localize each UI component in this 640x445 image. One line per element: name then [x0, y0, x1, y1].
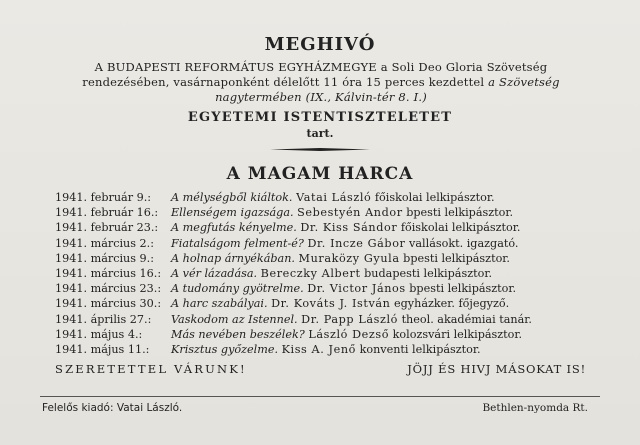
schedule-speaker: Dr. Kováts J. István [271, 297, 391, 311]
publisher-note: Felelős kiadó: Vatai László. [42, 402, 183, 414]
schedule-list [55, 190, 595, 357]
footer-divider [40, 396, 600, 397]
schedule-row [55, 342, 595, 357]
schedule-topic: Krisztus győzelme. [171, 342, 279, 356]
series-title: A MAGAM HARCA [226, 164, 414, 184]
schedule-row [55, 281, 595, 296]
schedule-topic: A holnap árnyékában. [171, 251, 295, 265]
schedule-date: 1941. március 9.: [55, 251, 154, 265]
schedule-role: bpesti lelkipásztor. [409, 282, 517, 296]
intro-paragraph [58, 60, 584, 105]
schedule-row [55, 205, 595, 220]
schedule-topic: A harc szabályai. [171, 297, 268, 311]
schedule-row [55, 236, 595, 251]
schedule-topic: A megfutás kényelme. [171, 221, 297, 235]
schedule-role: konventi lelkipásztor. [359, 342, 481, 356]
schedule-speaker: Bereczky Albert [260, 266, 361, 280]
schedule-role: bpesti lelkipásztor. [403, 251, 510, 265]
schedule-date: 1941. április 27.: [55, 312, 152, 326]
schedule-speaker: Dr. Incze Gábor [307, 236, 406, 250]
schedule-role: főiskolai lelkipásztor. [400, 221, 521, 235]
ornamental-divider [270, 148, 370, 151]
schedule-speaker: Muraközy Gyula [298, 251, 400, 265]
schedule-topic: Ellenségem igazsága. [171, 206, 294, 220]
schedule-speaker: Dr. Papp László [301, 312, 398, 326]
closing-call: JÖJJ ÉS HIVJ MÁSOKAT IS! [407, 362, 586, 376]
intro-location: a Szövetség nagytermében (IX., Kálvin-tér 8. I.) [215, 75, 560, 104]
schedule-topic: Más nevében beszélek? [171, 327, 305, 341]
schedule-role: kolozsvári lelkipásztor. [392, 327, 523, 341]
schedule-topic: Vaskodom az Istennel. [171, 312, 298, 326]
schedule-topic: A tudomány gyötrelme. [171, 282, 304, 296]
schedule-role: bpesti lelkipásztor. [406, 206, 514, 220]
schedule-date: 1941. február 16.: [55, 206, 159, 220]
schedule-role: főiskolai lelkipásztor. [374, 191, 495, 204]
schedule-speaker: László Dezső [308, 327, 390, 341]
schedule-row [55, 266, 595, 281]
event-title: EGYETEMI ISTENTISZTELETET [187, 110, 453, 125]
schedule-date: 1941. február 23.: [55, 221, 159, 235]
schedule-date: 1941. február 9.: [55, 191, 152, 204]
schedule-speaker: Dr. Victor János [307, 282, 406, 296]
schedule-date: 1941. március 30.: [55, 297, 162, 311]
schedule-row [55, 327, 595, 342]
schedule-role: theol. akadémiai tanár. [401, 312, 532, 326]
schedule-role: egyházker. főjegyző. [394, 297, 510, 311]
schedule-speaker: Vatai László [296, 191, 372, 204]
schedule-role: vallásokt. igazgató. [409, 236, 519, 250]
schedule-topic: A vér lázadása. [171, 266, 258, 280]
schedule-speaker: Sebestyén Andor [297, 206, 403, 220]
schedule-date: 1941. március 23.: [55, 282, 162, 296]
intro-text: A BUDAPESTI REFORMÁTUS EGYHÁZMEGYE a Soli Deo Gloria Szövetség rendezésében, vasárnaponként délelőtt 11 óra 15 perces kezdettel [82, 60, 548, 89]
closing-greeting: SZERETETTEL VÁRUNK! [55, 362, 247, 376]
printer-note: Bethlen-nyomda Rt. [482, 402, 588, 414]
schedule-row [55, 312, 595, 327]
schedule-date: 1941. május 11.: [55, 342, 150, 356]
schedule-row [55, 296, 595, 311]
schedule-role: budapesti lelkipásztor. [364, 266, 492, 280]
schedule-row [55, 220, 595, 235]
document-title: MEGHIVÓ [264, 34, 376, 55]
schedule-row [55, 251, 595, 266]
schedule-topic: A mélységből kiáltok. [171, 191, 293, 204]
schedule-speaker: Kiss A. Jenő [281, 342, 356, 356]
schedule-date: 1941. március 16.: [55, 266, 162, 280]
schedule-date: 1941. március 2.: [55, 236, 154, 250]
event-suffix: tart. [306, 127, 334, 140]
schedule-topic: Fiatalságom felment-é? [171, 236, 304, 250]
schedule-speaker: Dr. Kiss Sándor [300, 221, 398, 235]
schedule-date: 1941. május 4.: [55, 327, 143, 341]
schedule-row [55, 190, 595, 205]
